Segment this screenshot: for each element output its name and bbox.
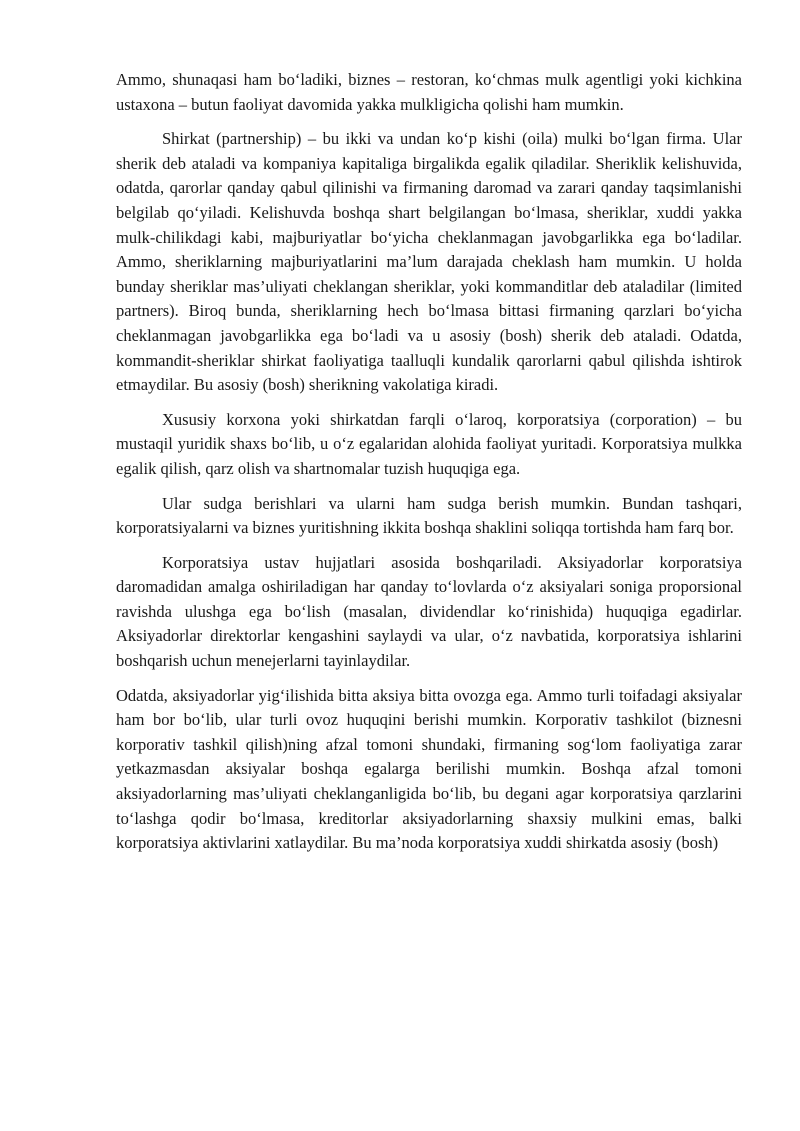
paragraph: Ular sudga berishlari va ularni ham sudga berish mumkin. Bundan tashqari, korporatsiyalarni va biznes yuritishning ikkita boshqa shaklini soliqqa tortishda ham farq bor.	[116, 493, 742, 538]
paragraph: Ammo, shunaqasi ham bo‘ladiki, biznes – restoran, ko‘chmas mulk agentligi yoki kichkina ustaxona – butun faoliyat davomida yakka mulkligicha qolishi ham mumkin.	[116, 70, 742, 114]
paragraph: Odatda, aksiyadorlar yig‘ilishida bitta aksiya bitta ovozga ega. Ammo turli toifadagi aksiyalar ham bor bo‘lib, ular turli ovoz huquqini berishi mumkin. Korporativ tashkilot (biznesni korporativ tashkil qilish)ning afzal tomoni shundaki, firmaning sog‘lom faoliyatiga zarar yetkazmasdan aksiyalar boshqa egalarga berilishi mumkin. Boshqa afzal tomoni aksiyadorlarning mas’uliyati cheklanganligida bo‘lib, bu degani agar korporatsiya qarzlarini to‘lashga qodir bo‘lmasa, kreditorlar aksiyadorlarning shaxsiy mulkini emas, balki korporatsiya aktivlarini xatlaydilar. Bu ma’noda korporatsiya xuddi shirkatda asosiy (bosh)	[116, 685, 742, 853]
document-page	[116, 68, 742, 866]
paragraph: Xususiy korxona yoki shirkatdan farqli o‘laroq, korporatsiya (corporation) – bu mustaqil yuridik shaxs bo‘lib, u o‘z egalaridan alohida faoliyat yuritadi. Korporatsiya mulkka egalik qilish, qarz olish va shartnomalar tuzish huquqiga ega.	[116, 409, 742, 478]
paragraph: Shirkat (partnership) – bu ikki va undan ko‘p kishi (oila) mulki bo‘lgan firma. Ular sherik deb ataladi va kompaniya kapitaliga birgalikda egalik qiladilar. Sheriklik kelishuvida, odatda, qarorlar qanday qabul qilinishi va firmaning daromad va zarari qanday taqsimlanishi belgilab qo‘yiladi. Kelishuvda boshqa shart belgilangan bo‘lmasa, sheriklar, xuddi yakka mulk-chilikdagi kabi, majburiyatlar bo‘yicha cheklanmagan javobgarlikka ega bo‘ladilar. Ammo, sheriklarning majburiyatlarini ma’lum darajada cheklash ham mumkin. U holda bunday sheriklar mas’uliyati cheklangan sheriklar, yoki kommanditlar deb ataladilar (limited partners). Biroq bunda, sheriklarning hech bo‘lmasa bittasi firmaning qarzlari bo‘yicha cheklanmagan javobgarlikka ega bo‘ladi va u asosiy (bosh) sherik deb ataladi. Odatda, kommandit-sheriklar shirkat faoliyatiga taalluqli kundalik qarorlarni qabul qilishda ishtirok etmaydilar. Bu asosiy (bosh) sherikning vakolatiga kiradi.	[116, 129, 742, 395]
paragraph: Korporatsiya ustav hujjatlari asosida boshqariladi. Aksiyadorlar korporatsiya daromadidan amalga oshiriladigan har qanday to‘lovlarda o‘z aksiyalari soniga proporsional ravishda ulushga ega bo‘lish (masalan, dividendlar ko‘rinishida) huquqiga egadirlar. Aksiyadorlar direktorlar kengashini saylaydi va ular, o‘z navbatida, korporatsiya ishlarini boshqarish uchun menejerlarni tayinlaydilar.	[116, 552, 742, 671]
